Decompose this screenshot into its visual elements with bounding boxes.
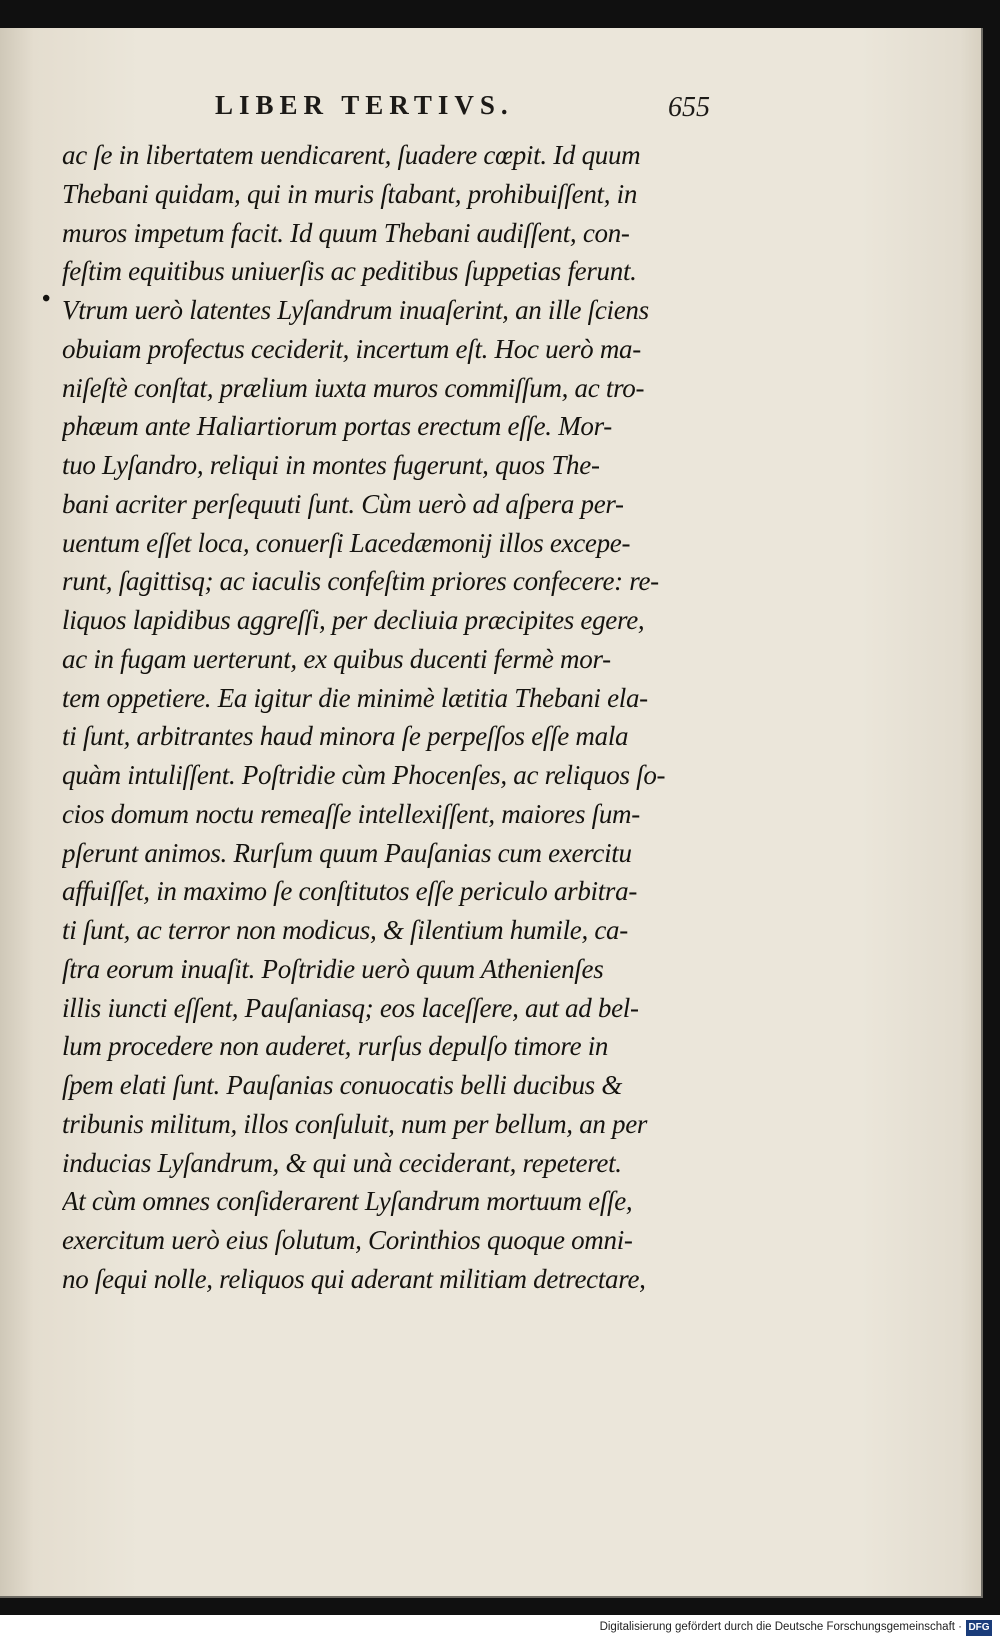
text-line: tribunis militum, illos conſuluit, num per bellum, an per bbox=[62, 1108, 648, 1139]
running-title: LIBER TERTIVS. bbox=[215, 90, 514, 120]
body-text bbox=[62, 136, 727, 1299]
text-line: obuiam profectus ceciderit, incertum eſt. Hoc uerò ma- bbox=[62, 333, 641, 364]
text-line: ſpem elati ſunt. Pauſanias conuocatis belli ducibus & bbox=[62, 1070, 623, 1100]
text-line: feſtim equitibus uniuerſis ac peditibus ſuppetias ferunt. bbox=[62, 256, 637, 287]
text-line: ti ſunt, ac terror non modicus, & ſilentium humile, ca- bbox=[62, 915, 628, 945]
text-line: liquos lapidibus aggreſſi, per decliuia præcipites egere, bbox=[62, 605, 645, 635]
text-line: runt, ſagittisq; ac iaculis confeſtim priores confecere: re- bbox=[62, 566, 659, 597]
text-line: tem oppetiere. Ea igitur die minimè lætitia Thebani ela- bbox=[62, 682, 648, 713]
text-line: ac in fugam uerterunt, ex quibus ducenti fermè mor- bbox=[62, 643, 611, 674]
text-line: no ſequi nolle, reliquos qui aderant militiam detrectare, bbox=[62, 1263, 646, 1294]
footer-bar bbox=[0, 1615, 1000, 1642]
text-line: uentum eſſet loca, conuerſi Lacedæmonij illos excepe- bbox=[62, 527, 631, 558]
text-line: Thebani quidam, qui in muris ſtabant, prohibuiſſent, in bbox=[62, 178, 638, 209]
text-line: niſeſtè conſtat, prælium iuxta muros commiſſum, ac tro- bbox=[62, 372, 645, 403]
text-line: tuo Lyſandro, reliqui in montes fugerunt, quos The- bbox=[62, 450, 600, 480]
text-line: phæum ante Haliartiorum portas erectum eſſe. Mor- bbox=[62, 411, 612, 442]
text-line: quàm intuliſſent. Poſtridie cùm Phocenſes, ac reliquos ſo- bbox=[62, 760, 666, 790]
text-line: illis iuncti eſſent, Pauſaniasq; eos laceſſere, aut ad bel- bbox=[62, 992, 639, 1023]
margin-mark: • bbox=[42, 286, 51, 312]
text-line: inducias Lyſandrum, & qui unà ceciderant, repeteret. bbox=[62, 1147, 622, 1178]
text-line: ti ſunt, arbitrantes haud minora ſe perpeſſos eſſe mala bbox=[62, 721, 629, 752]
page-number: 655 bbox=[668, 92, 710, 123]
text-line: At cùm omnes conſiderarent Lyſandrum mortuum eſſe, bbox=[62, 1186, 633, 1217]
text-line: lum procedere non auderet, rurſus depulſo timore in bbox=[62, 1031, 609, 1062]
text-line: ac ſe in libertatem uendicarent, ſuadere cœpit. Id quum bbox=[62, 140, 641, 170]
text-line: affuiſſet, in maximo ſe conſtitutos eſſe periculo arbitra- bbox=[62, 876, 638, 907]
text-line: Vtrum uerò latentes Lyſandrum inuaſerint, an ille ſciens bbox=[62, 295, 649, 325]
funding-credit: Digitalisierung gefördert durch die Deutsche Forschungsgemeinschaft · bbox=[599, 1621, 962, 1633]
book-page bbox=[0, 28, 983, 1598]
text-line: cios domum noctu remeaſſe intellexiſſent, maiores ſum- bbox=[62, 798, 640, 829]
text-line: bani acriter perſequuti ſunt. Cùm uerò ad aſpera per- bbox=[62, 488, 624, 519]
text-line: ſtra eorum inuaſit. Poſtridie uerò quum Athenienſes bbox=[62, 953, 604, 984]
text-line: pſerunt animos. Rurſum quum Pauſanias cum exercitu bbox=[62, 837, 632, 868]
text-line: muros impetum facit. Id quum Thebani audiſſent, con- bbox=[62, 217, 630, 248]
text-line: exercitum uerò eius ſolutum, Corinthios quoque omni- bbox=[62, 1225, 633, 1255]
dfg-logo: DFG bbox=[966, 1620, 992, 1636]
